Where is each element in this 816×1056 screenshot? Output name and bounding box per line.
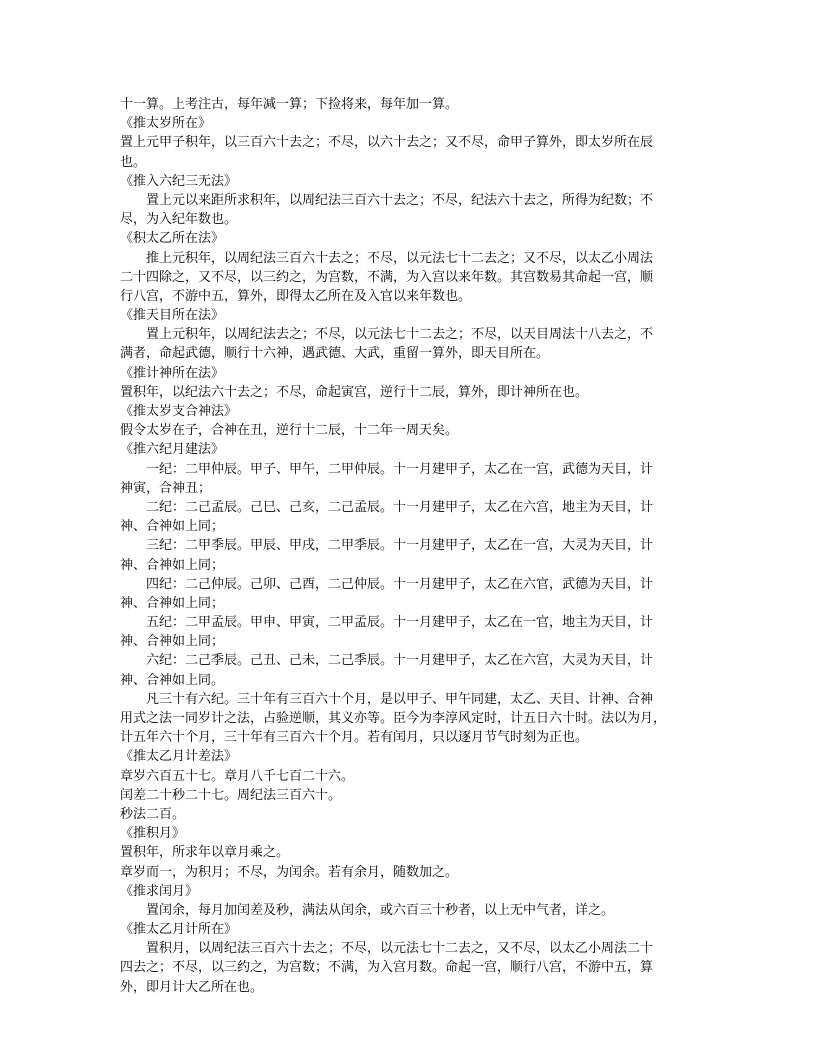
text-line: 置积年，以纪法六十去之；不尽，命起寅宫，逆行十二辰，算外，即计神所在也。 — [120, 384, 589, 400]
text-line: 五纪：二甲孟辰。甲申、甲寅，二甲孟辰。十一月建甲子，太乙在一官，地主为天目，计 — [146, 615, 654, 631]
text-line: 十一算。上考注古，每年减一算；下捡将来，每年加一算。 — [120, 97, 459, 112]
document-page — [120, 95, 700, 997]
text-line: 秒法二百。 — [120, 806, 186, 822]
text-line: 四纪：二己仲辰。己卯、己酉，二己仲辰。十一月建甲子，太乙在六官，武德为天目，计 — [146, 576, 654, 592]
text-line: 置积年，所求年以章月乘之。 — [120, 845, 290, 861]
text-line: 凡三十有六纪。三十年有三百六十个月，是以甲子、甲午同建，太乙、天目、计神、合神 — [146, 691, 654, 707]
text-line: 四去之；不尽，以三约之，为宫数；不满，为入宫月数。命起一宫，顺行八宫，不游中五，算 — [120, 960, 654, 976]
text-line: 计五年六十个月，三十年有三百六十个月。若有闰月，只以逐月节气时刻为正也。 — [120, 730, 589, 746]
text-line: 行八宫，不游中五，算外，即得太乙所在及入官以来年数也。 — [120, 288, 472, 304]
text-line: 置闰余，每月加闰差及秒，满法从闰余，或六百三十秒者，以上无中气者，详之。 — [146, 902, 615, 918]
text-line: 章岁六百五十七。章月八千七百二十六。 — [120, 768, 355, 784]
text-line: 满者，命起武德，顺行十六神，遇武德、大武，重留一算外，即天目所在。 — [120, 346, 550, 362]
text-line: 置上元甲子积年，以三百六十去之；不尽，以六十去之；又不尽，命甲子算外，即太岁所在辰 — [120, 135, 654, 151]
text-line: 神、合神如上同； — [120, 519, 225, 535]
text-line: 《推太岁所在》 — [120, 116, 212, 132]
text-line: 神、合神如上同； — [120, 557, 225, 573]
text-line: 《推积月》 — [120, 826, 186, 842]
text-line: 神寅，合神丑； — [120, 480, 212, 496]
text-line: 六纪：二己季辰。己丑、己未，二己季辰。十一月建甲子，太乙在六宫，大灵为天目，计 — [146, 653, 654, 669]
text-line: 闰差二十秒二十七。周纪法三百六十。 — [120, 787, 342, 803]
text-line: 推上元积年，以周纪法三百六十去之；不尽，以元法七十二去之；又不尽，以太乙小周法 — [146, 250, 654, 266]
text-line: 外，即月计大乙所在也。 — [120, 979, 264, 995]
text-line: 二十四除之，又不尽，以三约之，为宫数，不满，为入宫以来年数。其宫数易其命起一宫，顺 — [120, 269, 654, 285]
text-line: 用式之法一同岁计之法，占验逆顺，其义亦等。臣今为李淳风定时，计五日六十时。法以为月， — [120, 711, 667, 726]
text-line: 一纪：二甲仲辰。甲子、甲午，二甲仲辰。十一月建甲子，太乙在一宫，武德为天目，计 — [146, 461, 654, 477]
text-line: 尽，为入纪年数也。 — [120, 212, 238, 228]
text-line: 假令太岁在子，合神在丑，逆行十二辰，十二年一周天矣。 — [120, 423, 459, 439]
text-line: 《推太岁支合神法》 — [120, 404, 238, 419]
text-line: 置积月，以周纪法三百六十去之；不尽，以元法七十二去之，又不尽，以太乙小周法二十 — [146, 941, 654, 957]
text-line: 也。 — [120, 154, 147, 170]
text-line: 神、合神如上同； — [120, 595, 225, 611]
text-line: 置上元以来距所求积年，以周纪法三百六十去之；不尽，纪法六十去之，所得为纪数；不 — [146, 192, 654, 208]
text-line: 神、合神如上同； — [120, 634, 225, 650]
text-line: 《推天目所在法》 — [120, 308, 225, 324]
text-line: 《推求闰月》 — [120, 883, 199, 899]
text-line: 神、合神如上同。 — [120, 672, 225, 688]
text-line: 二纪：二己孟辰。己巳、己亥，二己孟辰。十一月建甲子，太乙在六宫，地主为天目，计 — [146, 499, 654, 515]
text-line: 三纪：二甲季辰。甲辰、甲戌，二甲季辰。十一月建甲子，太乙在一宫，大灵为天目，计 — [146, 538, 654, 554]
text-line: 《推计神所在法》 — [120, 365, 225, 381]
text-line: 《推太乙月计差法》 — [120, 749, 238, 765]
text-line: 置上元积年，以周纪法去之；不尽，以元法七十二去之；不尽，以天目周法十八去之，不 — [146, 327, 654, 343]
text-line: 章岁而一，为积月；不尽，为闰余。若有余月，随数加之。 — [120, 864, 459, 880]
text-line: 《推六纪月建法》 — [120, 442, 225, 458]
text-line: 《推太乙月计所在》 — [120, 922, 238, 938]
text-line: 《积太乙所在法》 — [120, 231, 225, 247]
text-line: 《推入六纪三无法》 — [120, 173, 238, 189]
